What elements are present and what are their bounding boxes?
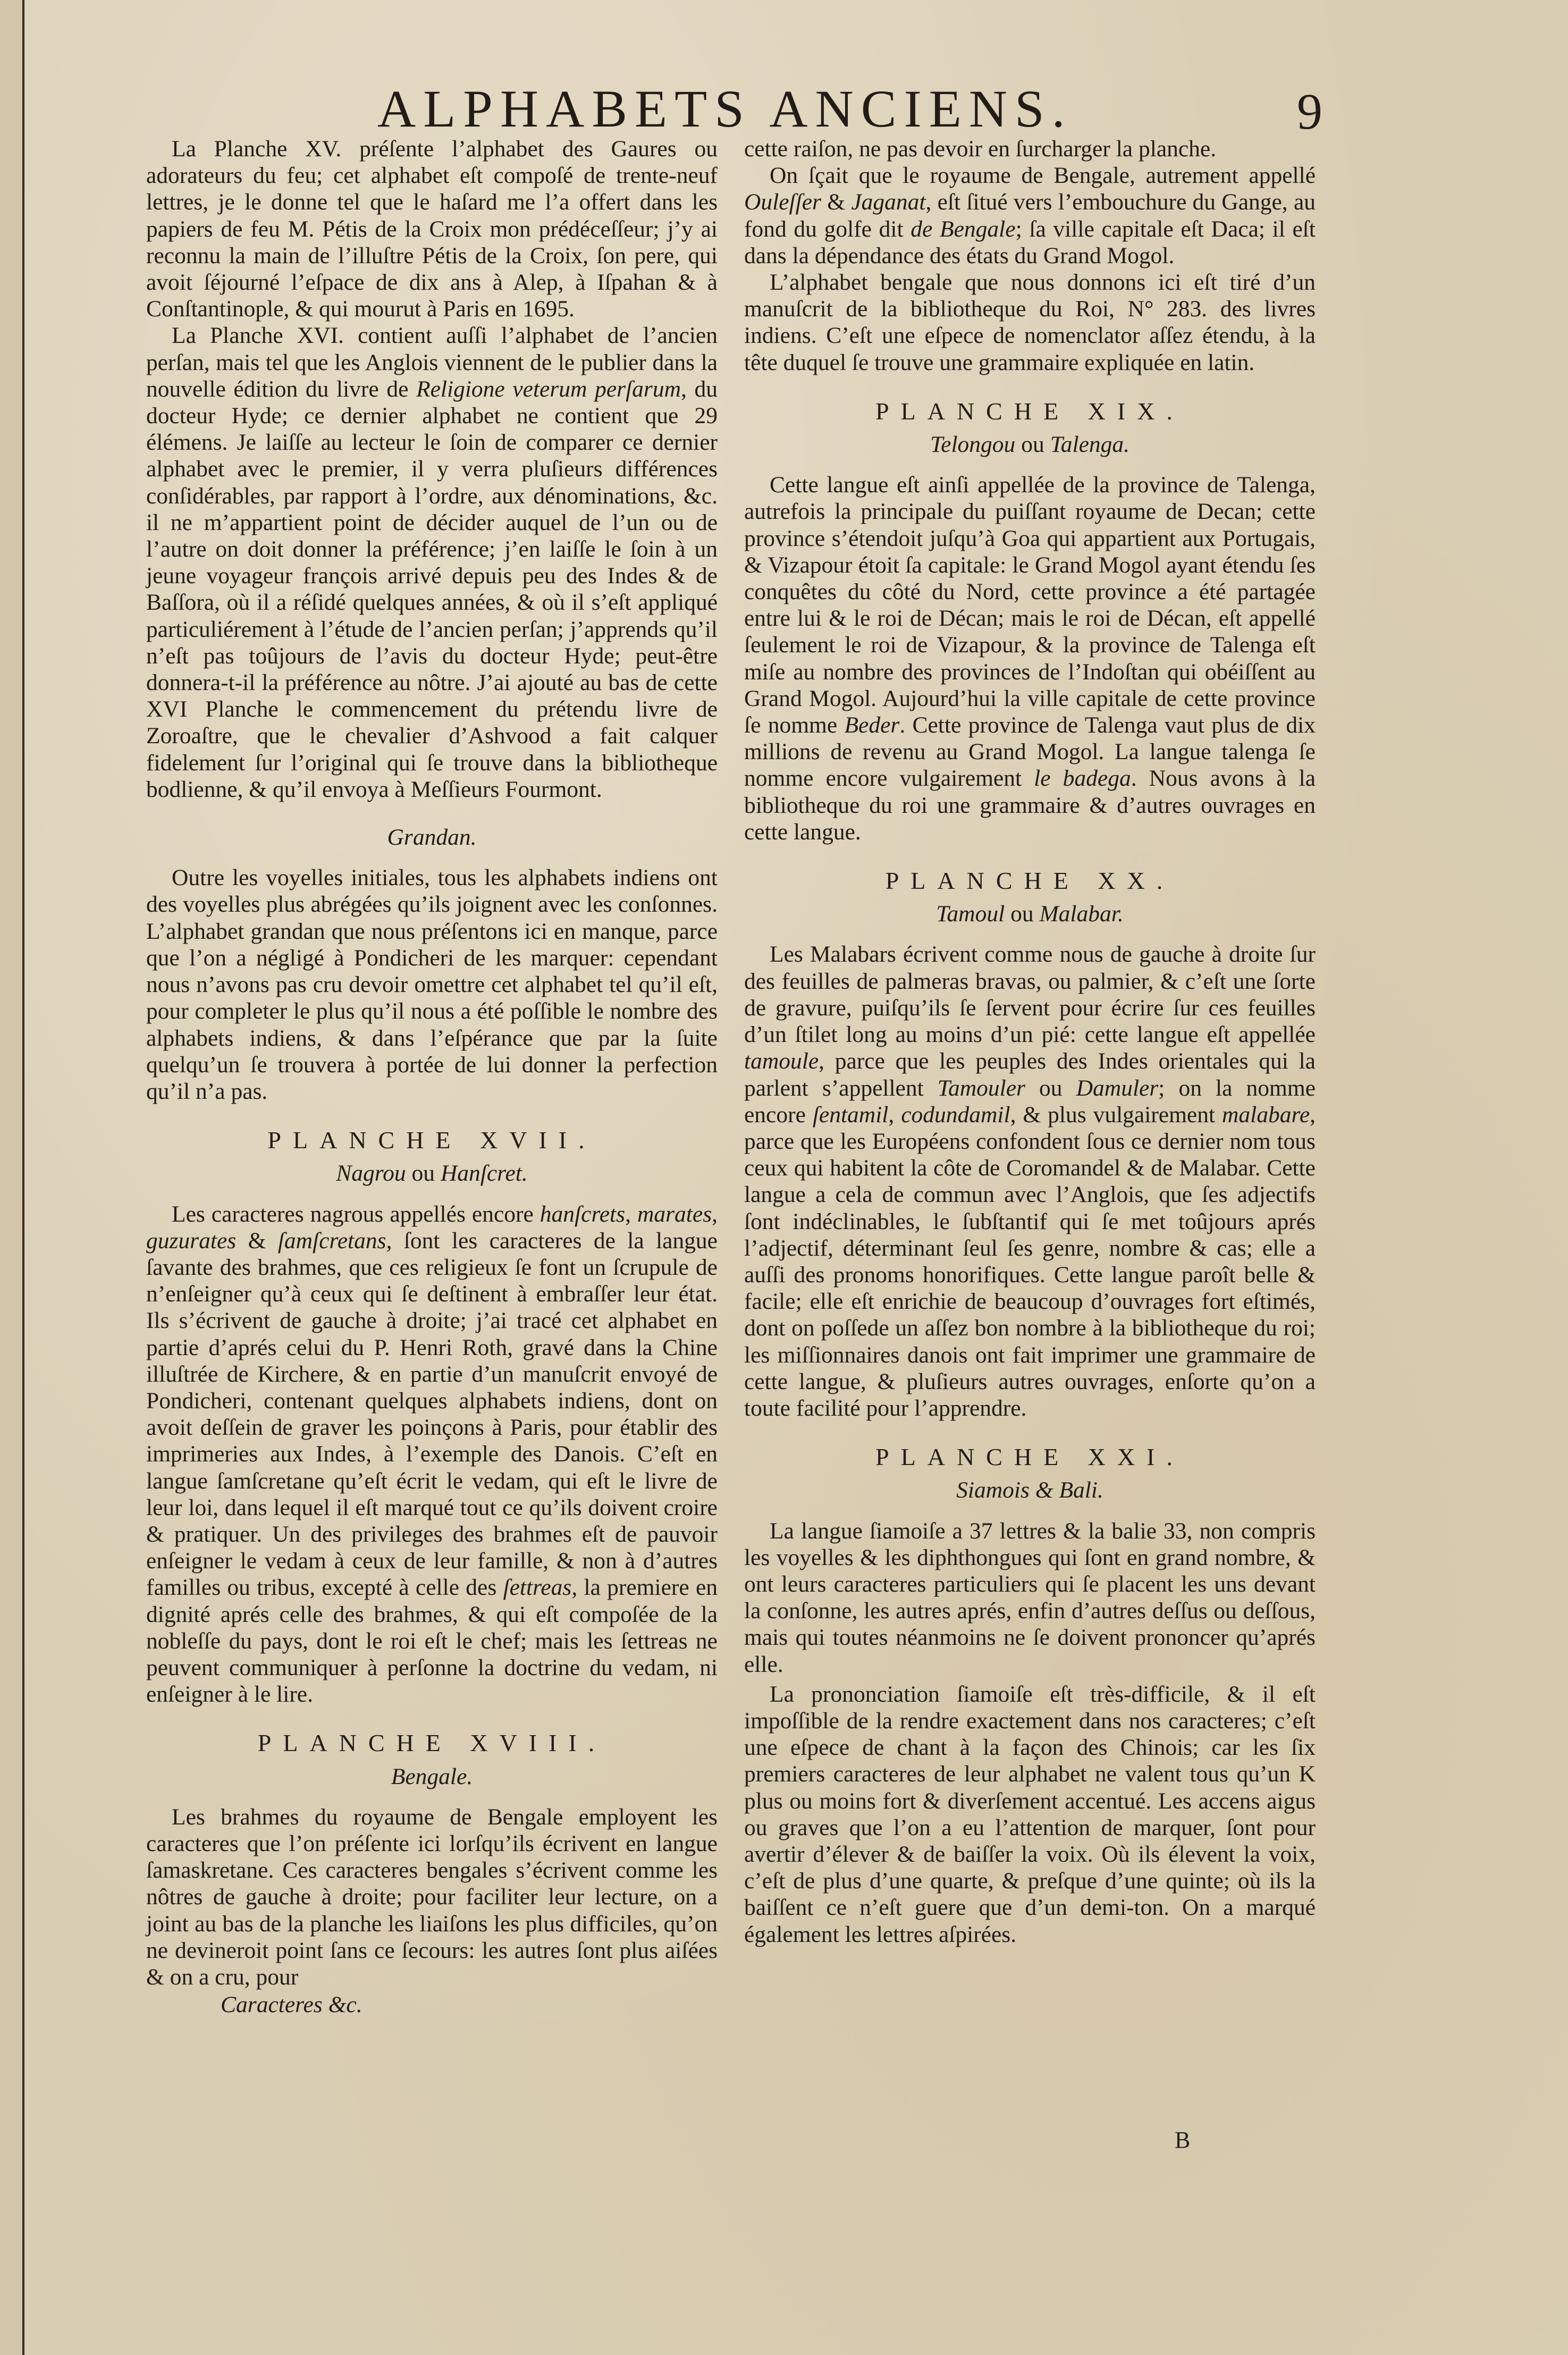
text: La langue ſiamoiſe a 37 lettres & la balie 33, non compris les voyelles & les diphthongues qui ſont en grand nombre, & ont leurs caracteres particuliers qui ſe placent les uns devant la conſonne, les autres aprés, enfin d’autres deſſus ou deſſous, mais qui toutes néanmoins ne ſe doivent prononcer qu’aprés elle.: [744, 1518, 1316, 1677]
section-subtitle: [744, 901, 1316, 927]
italic-term: Ouleſſer: [744, 189, 821, 215]
italic-term: tamoule: [744, 1048, 819, 1074]
italic-term: hanſcrets: [539, 1201, 626, 1227]
italic-term: Talenga.: [1050, 432, 1130, 458]
section-subtitle: Bengale.: [391, 1763, 473, 1789]
text: ; ſa ville capitale eſt Daca; il eſt dans la dépendance des états du Grand Mogol.: [744, 216, 1316, 268]
text: , eſt ſitué vers l’embouchure du Gange, au fond du golfe dit: [744, 189, 1316, 242]
text: On ſçait que le royaume de Bengale, autrement appellé: [770, 163, 1316, 189]
page-number: 9: [1297, 83, 1322, 140]
catchword: Caracteres &c.: [221, 1992, 363, 2018]
italic-term: Tamoul: [936, 901, 1005, 927]
section-subtitle: [744, 431, 1316, 458]
text: , la premiere en dignité aprés celle des brahmes, & qui eſt compoſée de la nobleſſe du pays, dont le roi eſt le chef; mais les ſettreas ne peuvent communiquer à perſonne la doctrine du vedam, ni enſeigner à le lire.: [146, 1575, 718, 1708]
paragraph: [744, 941, 1316, 1422]
text: ou: [1015, 432, 1050, 458]
text: , du docteur Hyde; ce dernier alphabet ne contient que 29 élémens. Je laiſſe au lecteur le ſoin de comparer ce dernier alphabet avec le premier, il y verra pluſieurs différences conſidérables, par rapport à l’ordre, aux dénominations, &c. il ne m’appartient point de décider auquel de l’un ou de l’autre on doit donner la préférence; j’en laiſſe le ſoin à un jeune voyageur françois arrivé depuis peu des Indes & de Baſſora, où il a réſidé quelques années, & où il s’eſt appliqué particuliérement à l’étude de l’ancien perſan; j’apprends qu’il n’eſt pas toûjours de l’avis du docteur Hyde; peut-être donnera-t-il la préférence au nôtre. J’ai ajouté au bas de cette XVI Planche le commencement du prétendu livre de Zoroaſtre, que le chevalier d’Ashvood a fait calquer fidelement ſur l’original qui ſe trouve dans la bibliotheque bodlienne, & qu’il envoya à Meſſieurs Fourmont.: [146, 376, 718, 802]
italic-term: Nagrou: [336, 1160, 406, 1187]
paragraph: [744, 1681, 1316, 1948]
text: L’alphabet bengale que nous donnons ici eſt tiré d’un manuſcrit de la bibliotheque du Roi, N° 283. des livres indiens. C’eſt une eſpece de nomenclator aſſez étendu, à la tête duquel ſe trouve une grammaire expliquée en latin.: [744, 270, 1316, 375]
text: , & plus vulgairement: [1010, 1101, 1222, 1128]
text: La Planche XV. préſente l’alphabet des Gaures ou adorateurs du feu; cet alphabet eſt compoſé de trente-neuf lettres, je le donne tel que le haſard me l’a offert dans les papiers de feu M. Pétis de la Croix mon prédéceſſeur; j’y ai reconnu la main de l’illuſtre Pétis de la Croix, ſon pere, qui avoit ſéjourné l’eſpace de dix ans à Alep, à Iſpahan & à Conſtantinople, & qui mourut à Paris en 1695.: [146, 136, 718, 322]
text: , parce que les peuples des Indes orientales qui la parlent s’appellent: [744, 1048, 1316, 1101]
paragraph: [744, 269, 1316, 376]
text: Les brahmes du royaume de Bengale employent les caracteres que l’on préſente ici lorſqu’ils écrivent en langue ſamaskretane. Ces caracteres bengales s’écrivent comme les nôtres de gauche à droite; pour faciliter leur lecture, on a joint au bas de la planche les liaiſons les plus difficiles, qu’on ne devineroit point ſans ce ſecours: les autres ſont plus aiſées & on a cru, pour: [146, 1804, 718, 1990]
italic-term: ſamſcretans: [277, 1227, 386, 1254]
text: , parce que les Européens confondent ſous ce dernier nom tous ceux qui habitent la côte de Coromandel & de Malabar. Cette langue a cela de commun avec l’Anglois, que ſes adjectifs ſont indéclinables, le ſubſtantif qui ſe met toûjours aprés l’adjectif, déterminant ſeul ſes genre, nombre & cas; elle a auſſi des pronoms honorifiques. Cette langue paroît belle & facile; elle eſt enrichie de beaucoup d’ouvrages fort eſtimés, dont on poſſede un aſſez bon nombre à la bibliotheque du roi; les miſſionnaires danois ont fait imprimer une grammaire de cette langue, & pluſieurs autres ouvrages, enſorte qu’on a toute facilité pour l’apprendre.: [744, 1101, 1316, 1421]
italic-term: Hanſcret.: [440, 1160, 528, 1187]
text: &: [236, 1227, 278, 1254]
text: ,: [888, 1101, 901, 1128]
italic-term: le badega: [1034, 766, 1131, 792]
text: ,: [625, 1201, 637, 1227]
italic-term: Malabar.: [1039, 901, 1124, 927]
paragraph: [744, 136, 1316, 162]
text: . Nous avons à la bibliotheque du roi une grammaire & d’autres ouvrages en cette langue.: [744, 766, 1316, 845]
paragraph: [146, 1804, 718, 1990]
paragraph: [146, 322, 718, 803]
paragraph: [146, 1201, 718, 1708]
italic-term: Tamouler: [937, 1075, 1025, 1101]
text: ,: [712, 1201, 718, 1227]
section-subtitle: Siamois & Bali.: [956, 1477, 1103, 1503]
right-column: [744, 136, 1316, 1948]
text: ; on la nomme encore: [744, 1075, 1316, 1128]
text: Cette langue eſt ainſi appellée de la province de Talenga, autrefois la principale du puiſſant royaume de Decan; cette province s’étendoit juſqu’à Goa qui appartient aux Portugais, & Vizapour étoit ſa capitale: le Grand Mogol ayant étendu ſes conquêtes du côté du Nord, cette province a été partagée entre lui & le roi de Décan; mais le roi de Décan, eſt appellé ſeulement le roi de Vizapour, & la province de Talenga eſt miſe au nombre des provinces de l’Indoſtan qui obéiſſent au Grand Mogol. Aujourd’hui la ville capitale de cette province ſe nomme: [744, 472, 1316, 738]
plate-heading: PLANCHE XXI.: [875, 1443, 1184, 1471]
italic-term: malabare: [1222, 1101, 1310, 1128]
italic-term: Telongou: [930, 432, 1016, 458]
text: &: [821, 189, 852, 215]
text: ou: [1005, 901, 1040, 927]
paragraph: [744, 1518, 1316, 1678]
paragraph: [744, 472, 1316, 845]
page-header: [0, 74, 1568, 144]
paragraph: [146, 136, 718, 322]
plate-heading: PLANCHE XIX.: [875, 397, 1184, 425]
italic-term: guzurates: [146, 1227, 237, 1254]
signature-mark: B: [1175, 2127, 1191, 2153]
text: Les Malabars écrivent comme nous de gauche à droite ſur des feuilles de palmeras bravas, ou palmier, & c’eſt une ſorte de gravure, puiſqu’ils ſe ſervent pour écrire ſur ces feuilles d’un ſtilet long au moins d’un pié: cette langue eſt appellée: [744, 941, 1316, 1048]
text: cette raiſon, ne pas devoir en ſurcharger la planche.: [744, 136, 1217, 162]
text: , ſont les caracteres de la langue ſavante des brahmes, que ces religieux ſe font un ſcrupule de n’enſeigner qu’à ceux qui ſe deſtinent à embraſſer leur état. Ils s’écrivent de gauche à droite; j’ai tracé cet alphabet en partie d’aprés celui du P. Henri Roth, gravé dans la Chine illuſtrée de Kirchere, & en partie d’un manuſcrit envoyé de Pondicheri, contenant quelques alphabets indiens, dont on avoit deſſein de graver les poinçons à Paris, pour établir des imprimeries aux Indes, à l’exemple des Danois. C’eſt en langue ſamſcretane qu’eſt écrit le vedam, qui eſt le livre de leur loi, dans lequel il eſt marqué tout ce qu’ils doivent croire & pratiquer. Un des privileges des brahmes eſt de pauvoir enſeigner le vedam à ceux de leur famille, & non à d’autres familles ou tribus, excepté à celle des: [146, 1227, 718, 1601]
paragraph: [744, 162, 1316, 269]
italic-term: marates: [637, 1201, 712, 1227]
plate-heading: PLANCHE XVII.: [267, 1126, 596, 1154]
italic-title: Religione veterum perſarum: [416, 376, 681, 402]
text: ou: [1025, 1075, 1076, 1101]
section-subtitle: [146, 1160, 718, 1187]
italic-term: de Bengale: [911, 216, 1016, 242]
italic-term: Jaganat: [851, 189, 926, 215]
italic-term: Beder: [844, 712, 900, 738]
running-title: ALPHABETS ANCIENS.: [377, 79, 1073, 138]
text: Outre les voyelles initiales, tous les alphabets indiens ont des voyelles plus abrégées qu’ils joignent avec les conſonnes. L’alphabet grandan que nous préſentons ici en manque, parce que l’on a négligé à Pondicheri de les marquer: cependant nous n’avons pas cru devoir omettre cet alphabet tel qu’il eſt, pour completer le plus qu’il nous a été poſſible le nombre des alphabets indiens, & dans l’eſpérance que par la ſuite quelqu’un ſe trouvera à portée de lui donner la perfection qu’il n’a pas.: [146, 865, 718, 1104]
paragraph: [146, 864, 718, 1105]
plate-heading: PLANCHE XVIII.: [257, 1729, 606, 1757]
text: Les caracteres nagrous appellés encore: [172, 1201, 540, 1227]
page-gutter-edge: [0, 0, 24, 2355]
left-column: [146, 136, 718, 2018]
italic-term: ſentamil: [812, 1101, 889, 1128]
italic-term: Damuler: [1076, 1075, 1159, 1101]
text: La prononciation ſiamoiſe eſt très-difficile, & il eſt impoſſible de la rendre exactement dans nos caracteres; c’eſt une eſpece de chant à la façon des Chinois; car les ſix premiers caracteres de leur alphabet ne valent tous qu’un K plus ou moins fort & diverſement accentué. Les accens aigus ou graves que l’on a eu l’attention de marquer, ſont pour avertir d’élever & de baiſſer la voix. Où ils élevent la voix, c’eſt de plus d’une quarte, & preſque d’une quinte; où ils la baiſſent ce n’eſt guere que d’un demi-ton. On a marqué également les lettres aſpirées.: [744, 1681, 1316, 1947]
italic-term: ſettreas: [503, 1575, 572, 1601]
italic-term: codundamil: [901, 1101, 1010, 1128]
text: La Planche XVI. contient auſſi l’alphabet de l’ancien perſan, mais tel que les Anglois viennent de le publier dans la nouvelle édition du livre de: [146, 323, 718, 402]
text: . Cette province de Talenga vaut plus de dix millions de revenu au Grand Mogol. La langue talenga ſe nomme encore vulgairement: [744, 712, 1316, 792]
text: ou: [406, 1160, 441, 1187]
section-subtitle: Grandan.: [387, 825, 477, 851]
plate-heading: PLANCHE XX.: [885, 867, 1175, 895]
